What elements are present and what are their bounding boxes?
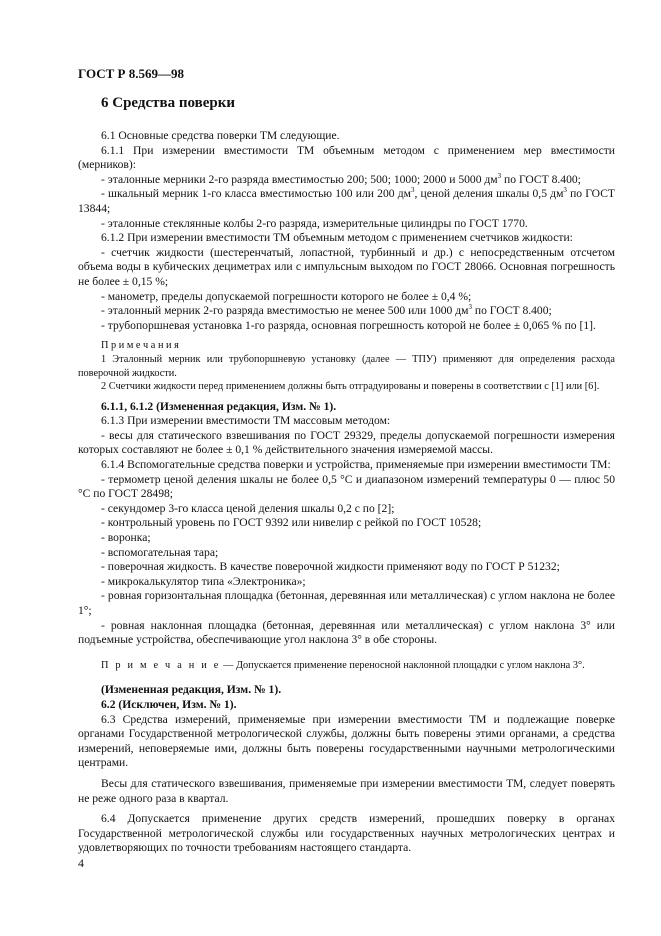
paragraph-6-4: 6.4 Допускается применение других средств измерений, прошедших поверку в органах Государственной метрологической службы или государственных научных метрологических центрах и удовлетворяющих по точности требованиям настоящего стандарта. xyxy=(78,812,615,855)
list-item-etalon-mernik: - эталонный мерник 2-го разряда вместимостью не менее 500 или 1000 $дм^3$ по ГОСТ 8.400; xyxy=(101,303,552,318)
list-item-uroven: - контрольный уровень по ГОСТ 9392 или нивелир с рейкой по ГОСТ 10528; xyxy=(101,516,482,530)
paragraph-6-3: 6.3 Средства измерений, применяемые при измерении вместимости ТМ и подлежащие поверке органами Государственной метрологической службы, должны быть поверены этими органами, а средства измерений, неповеряемые ими, должны быть поверены государственными научными метрологическими центрами. xyxy=(78,712,615,770)
paragraph-6-1-1: 6.1.1 При измерении вместимости ТМ объемным методом с применением мер вместимости (мерников): xyxy=(78,143,615,172)
note-1: 1 Эталонный мерник или трубопоршневую установку (далее — ТПУ) применяют для определения расхода поверочной жидкости. xyxy=(78,353,615,379)
list-item-voronka: - воронка; xyxy=(101,531,151,545)
list-item-zhidkost: - поверочная жидкость. В качестве поверочной жидкости применяют воду по ГОСТ Р 51232; xyxy=(101,560,560,574)
list-item-kolby: - эталонные стеклянные колбы 2-го разряда, измерительные цилиндры по ГОСТ 1770. xyxy=(101,216,528,230)
paragraph-6-1-4: 6.1.4 Вспомогательные средства поверки и устройства, применяемые при измерении вместимости ТМ: xyxy=(101,458,611,472)
list-item-sekundomer: - секундомер 3-го класса ценой деления шкалы 0,2 с по [2]; xyxy=(101,501,395,515)
paragraph-6-3-vesy: Весы для статического взвешивания, применяемые при измерении вместимости ТМ, следует поверять не реже одного раза в квартал. xyxy=(78,776,615,805)
amendment-1: 6.1.1, 6.1.2 (Измененная редакция, Изм. № 1). xyxy=(101,399,337,413)
list-item-tpu: - трубопоршневая установка 1-го разряда, основная погрешность которой не более ± 0,065 % по [1]. xyxy=(101,318,596,332)
list-item-shkalny-mernik: - шкальный мерник 1-го класса вместимостью 100 или 200 $дм^3$, ценой деления шкалы 0,5 $дм^3$ по ГОСТ 13844; xyxy=(78,186,616,215)
note-2: 2 Счетчики жидкости перед применением должны быть отградуированы и поверены в соответствии с [1] или [6]. xyxy=(101,381,600,393)
list-item-vesy: - весы для статического взвешивания по ГОСТ 29329, пределы допускаемой погрешности измерения которых составляют не более ± 0,1 % действительного значения измеряемой массы. xyxy=(78,428,615,457)
list-item-mikrokalkulyator: - микрокалькулятор типа «Электроника»; xyxy=(101,574,306,588)
paragraph-6-2: 6.2 (Исключен, Изм. № 1). xyxy=(101,697,237,711)
section-title: 6 Средства поверки xyxy=(101,95,236,111)
paragraph-6-1-3: 6.1.3 При измерении вместимости ТМ массовым методом: xyxy=(101,414,391,428)
document-body xyxy=(78,129,615,856)
list-item-termometr: - термометр ценой деления шкалы не более 0,5 °С и диапазоном измерений температуры 0 — плюс 50 °С по ГОСТ 28498; xyxy=(78,472,615,501)
page-number: 4 xyxy=(78,856,84,870)
list-item-schetchik: - счетчик жидкости (шестеренчатый, лопастной, турбинный и др.) с непосредственным отсчетом объема воды в кубических дециметрах или с импульсным выходом по ГОСТ 28066. Основная погрешность не более ± 0,15 %; xyxy=(78,245,615,288)
list-item-manometr: - манометр, пределы допускаемой погрешности которого не более ± 0,4 %; xyxy=(101,289,472,303)
amendment-2: (Измененная редакция, Изм. № 1). xyxy=(101,683,282,697)
notes-label: П р и м е ч а н и я xyxy=(101,340,179,352)
paragraph-6-1-2: 6.1.2 При измерении вместимости ТМ объемным методом с применением счетчиков жидкости: xyxy=(101,231,573,245)
list-item-etalon-merniki: - эталонные мерники 2-го разряда вместимостью 200; 500; 1000; 2000 и 5000 $дм^3$ по ГОСТ 8.400; xyxy=(101,171,581,186)
document-header: ГОСТ Р 8.569—98 xyxy=(78,66,184,81)
list-item-tara: - вспомогательная тара; xyxy=(101,545,219,559)
paragraph-6-1: 6.1 Основные средства поверки ТМ следующие. xyxy=(101,129,340,142)
list-item-gorizont-ploshchadka: - ровная горизонтальная площадка (бетонная, деревянная или металлическая) с углом наклона не более 1°; xyxy=(78,589,615,617)
list-item-naklon-ploshchadka: - ровная наклонная площадка (бетонная, деревянная или металлическая) с углом наклона 3° или подъемные устройства, обеспечивающие угол наклона 3° в обе стороны. xyxy=(78,618,615,647)
note-3: П р и м е ч а н и е — Допускается применение переносной наклонной площадки с углом наклона 3°. xyxy=(101,659,585,671)
